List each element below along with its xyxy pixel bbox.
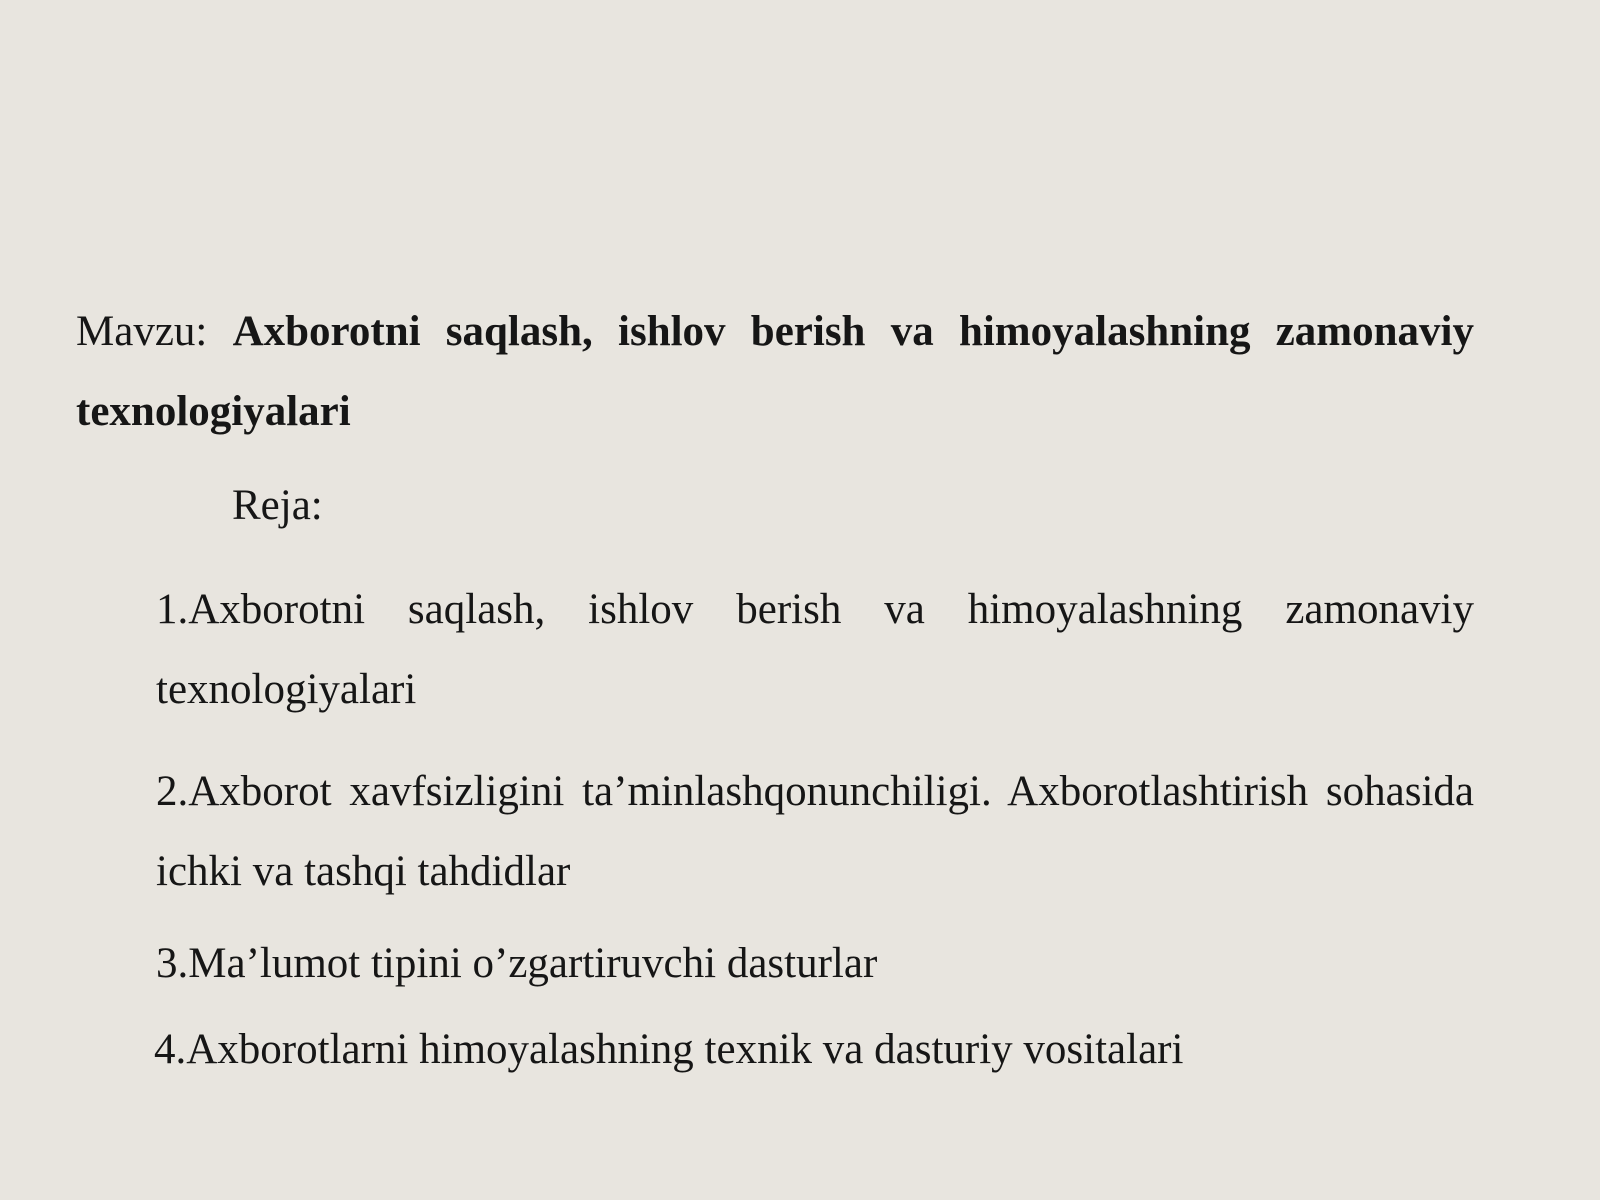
plan-item-1: 1.Axborotni saqlash, ishlov berish va himoyalashning zamonaviy texnologiyalari	[156, 586, 1474, 713]
plan-item-3: 3.Ma’lumot tipini o’zgartiruvchi dasturlar	[156, 940, 878, 987]
plan-heading: Reja:	[232, 482, 323, 529]
plan-item-2: 2.Axborot xavfsizligini ta’minlashqonunchiligi. Axborotlashtirish sohasida ichki va tashqi tahdidlar	[156, 768, 1474, 895]
topic-title: Axborotni saqlash, ishlov berish va himoyalashning zamonaviy texnologiyalari	[76, 308, 1474, 435]
topic-label: Mavzu:	[76, 308, 208, 355]
plan-item-4: 4.Axborotlarni himoyalashning texnik va dasturiy vositalari	[154, 1026, 1184, 1073]
topic-line	[76, 292, 1474, 452]
